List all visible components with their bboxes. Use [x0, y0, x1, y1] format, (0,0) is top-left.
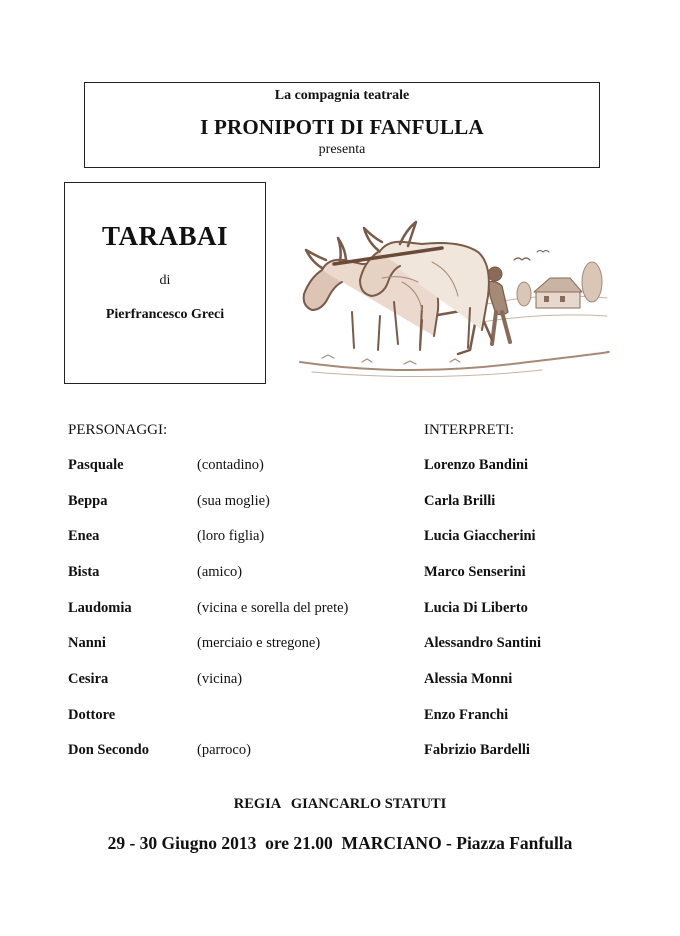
actor-name: Lucia Giaccherini	[424, 528, 536, 544]
actor-name: Fabrizio Bardelli	[424, 742, 530, 758]
cast-row	[0, 742, 680, 762]
performers-header: INTERPRETI:	[424, 422, 514, 438]
company-name: I PRONIPOTI DI FANFULLA	[200, 115, 484, 139]
actor-name: Enzo Franchi	[424, 707, 509, 723]
cast-row	[0, 564, 680, 584]
character-role: (amico)	[197, 564, 243, 580]
characters-header: PERSONAGGI:	[68, 422, 168, 438]
play-author: Pierfrancesco Greci	[105, 307, 225, 322]
company-intro: La compagnia teatrale	[274, 88, 410, 103]
play-title: TARABAI	[101, 221, 228, 251]
character-name: Beppa	[68, 493, 108, 509]
actor-name: Lucia Di Liberto	[424, 600, 528, 616]
director-name: GIANCARLO STATUTI	[290, 796, 447, 812]
play-title-box	[64, 182, 266, 384]
character-role: (vicina)	[197, 671, 243, 687]
character-name: Don Secondo	[68, 742, 149, 758]
cast-row	[0, 457, 680, 477]
cast-row	[0, 493, 680, 513]
actor-name: Carla Brilli	[424, 493, 496, 509]
character-name: Nanni	[68, 635, 106, 651]
actor-name: Lorenzo Bandini	[424, 457, 529, 473]
character-role: (loro figlia)	[197, 528, 265, 544]
director-credit	[0, 796, 680, 813]
character-name: Enea	[68, 528, 100, 544]
performance-date-venue: 29 - 30 Giugno 2013 ore 21.00 MARCIANO - Piazza Fanfulla	[107, 833, 573, 853]
cast-row	[0, 635, 680, 655]
character-name: Pasquale	[68, 457, 124, 473]
director-label: REGIA	[233, 796, 282, 812]
character-name: Cesira	[68, 671, 109, 687]
character-role: (parroco)	[197, 742, 251, 758]
cast-row	[0, 671, 680, 691]
character-name: Laudomia	[68, 600, 132, 616]
company-header-box	[84, 82, 600, 168]
character-role: (contadino)	[197, 457, 264, 473]
cast-row	[0, 600, 680, 620]
cast-row	[0, 528, 680, 548]
character-role: (vicina e sorella del prete)	[197, 600, 349, 616]
by-label: di	[159, 273, 171, 288]
oxen-plough-illustration	[282, 212, 612, 382]
character-role: (sua moglie)	[197, 493, 270, 509]
cast-row	[0, 707, 680, 727]
actor-name: Alessandro Santini	[424, 635, 541, 651]
character-name: Dottore	[68, 707, 116, 723]
actor-name: Alessia Monni	[424, 671, 513, 687]
character-name: Bista	[68, 564, 100, 580]
actor-name: Marco Senserini	[424, 564, 526, 580]
character-role: (merciaio e stregone)	[197, 635, 321, 651]
presents-label: presenta	[318, 142, 366, 157]
